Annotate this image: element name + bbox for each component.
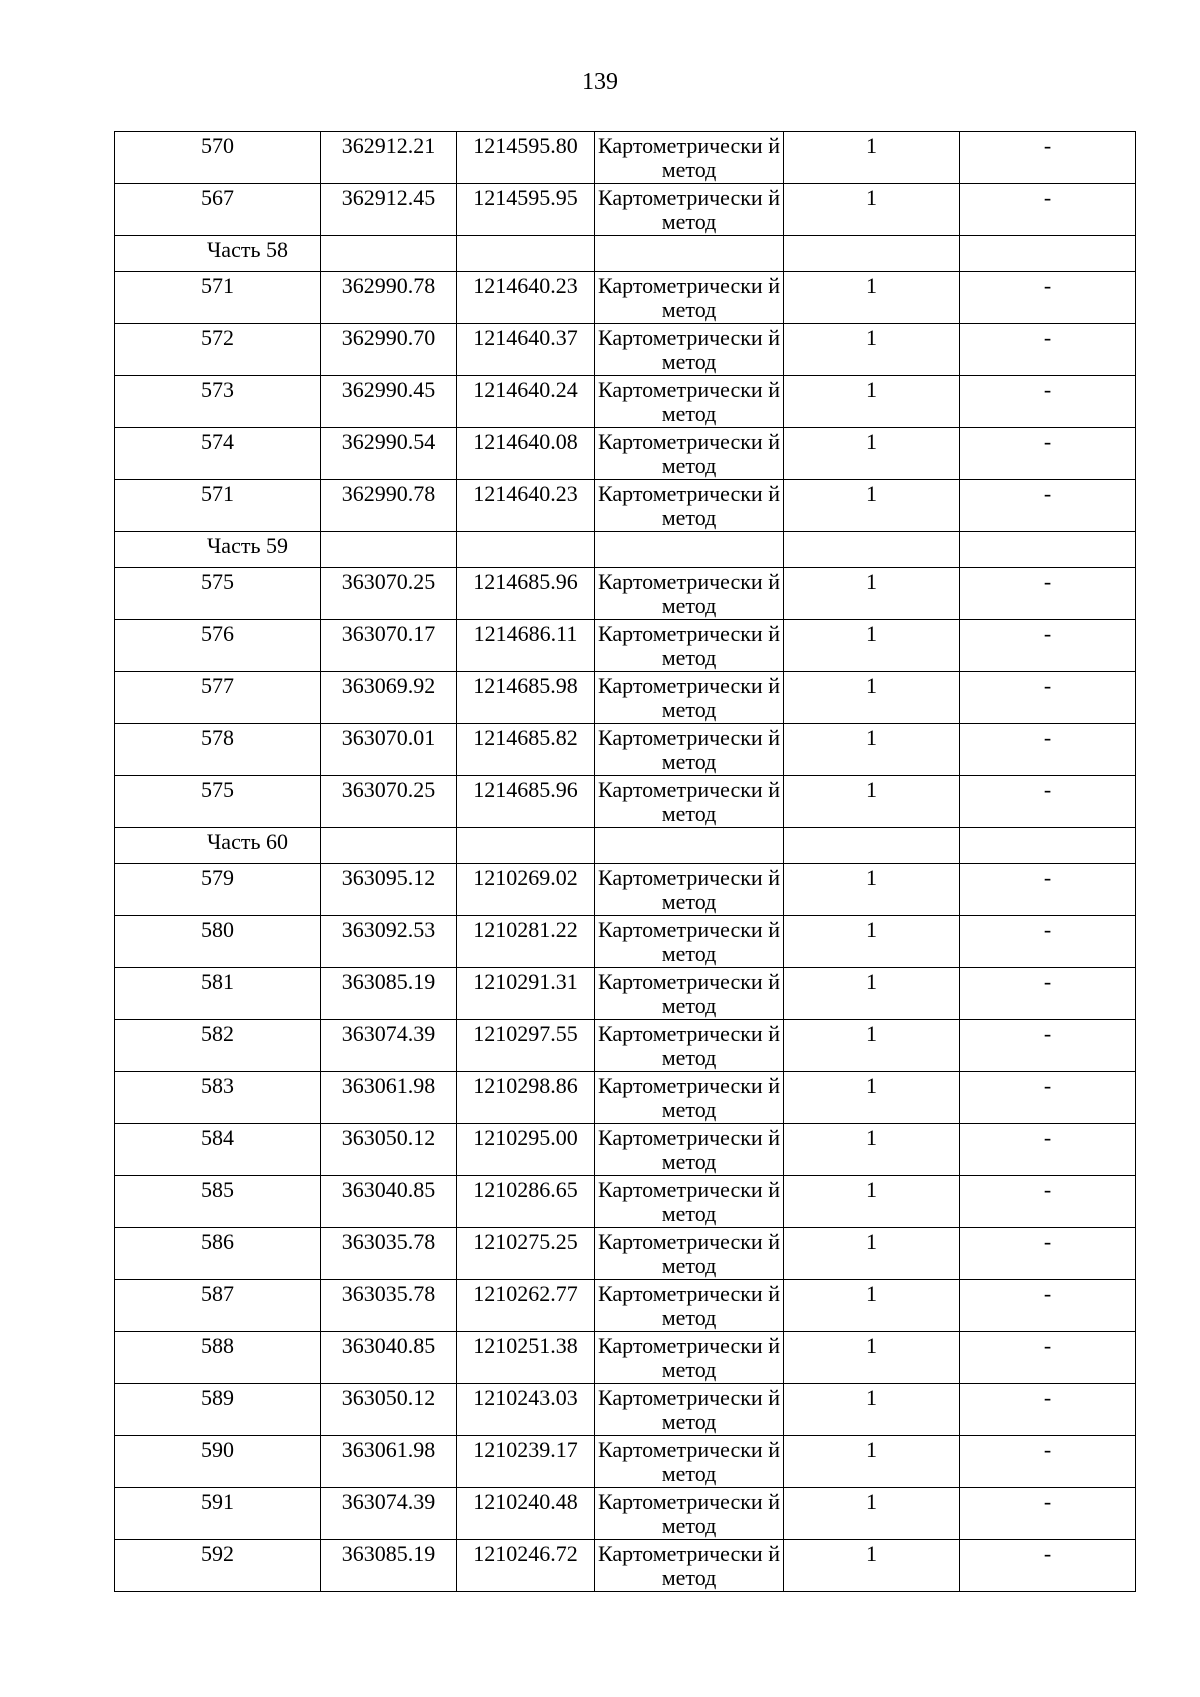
point-number-cell: 592 [115,1540,321,1592]
accuracy-cell: 1 [784,672,960,724]
y-coordinate-cell: 1210262.77 [457,1280,595,1332]
empty-cell [784,236,960,272]
part-label: Часть 59 [115,532,321,568]
y-coordinate-cell: 1210281.22 [457,916,595,968]
point-number-cell: 575 [115,568,321,620]
method-cell: Картометрически й метод [595,916,784,968]
accuracy-cell: 1 [784,272,960,324]
empty-cell [960,828,1136,864]
point-number-cell: 570 [115,132,321,184]
description-cell: - [960,568,1136,620]
method-cell: Картометрически й метод [595,724,784,776]
method-cell: Картометрически й метод [595,1488,784,1540]
x-coordinate-cell: 363040.85 [321,1176,457,1228]
x-coordinate-cell: 363035.78 [321,1280,457,1332]
description-cell: - [960,1436,1136,1488]
x-coordinate-cell: 363070.25 [321,568,457,620]
y-coordinate-cell: 1214685.96 [457,568,595,620]
accuracy-cell: 1 [784,1020,960,1072]
description-cell: - [960,1176,1136,1228]
y-coordinate-cell: 1214640.23 [457,480,595,532]
point-number-cell: 567 [115,184,321,236]
method-cell: Картометрически й метод [595,1228,784,1280]
x-coordinate-cell: 363074.39 [321,1020,457,1072]
x-coordinate-cell: 362990.70 [321,324,457,376]
method-cell: Картометрически й метод [595,864,784,916]
accuracy-cell: 1 [784,968,960,1020]
point-number-cell: 571 [115,480,321,532]
point-number-cell: 579 [115,864,321,916]
method-cell: Картометрически й метод [595,184,784,236]
table-row [115,620,1136,672]
description-cell: - [960,1228,1136,1280]
y-coordinate-cell: 1210251.38 [457,1332,595,1384]
accuracy-cell: 1 [784,480,960,532]
accuracy-cell: 1 [784,1280,960,1332]
empty-cell [457,532,595,568]
point-number-cell: 584 [115,1124,321,1176]
table-row [115,672,1136,724]
table-row [115,324,1136,376]
accuracy-cell: 1 [784,1176,960,1228]
description-cell: - [960,620,1136,672]
y-coordinate-cell: 1214685.96 [457,776,595,828]
description-cell: - [960,428,1136,480]
table-row [115,724,1136,776]
accuracy-cell: 1 [784,916,960,968]
empty-cell [784,532,960,568]
x-coordinate-cell: 363092.53 [321,916,457,968]
description-cell: - [960,1020,1136,1072]
description-cell: - [960,1488,1136,1540]
part-header-row [115,828,1136,864]
part-label: Часть 60 [115,828,321,864]
point-number-cell: 582 [115,1020,321,1072]
x-coordinate-cell: 363050.12 [321,1384,457,1436]
description-cell: - [960,480,1136,532]
empty-cell [595,532,784,568]
empty-cell [321,532,457,568]
x-coordinate-cell: 363061.98 [321,1436,457,1488]
accuracy-cell: 1 [784,1072,960,1124]
table-row [115,1020,1136,1072]
y-coordinate-cell: 1214640.24 [457,376,595,428]
empty-cell [595,828,784,864]
description-cell: - [960,1072,1136,1124]
y-coordinate-cell: 1210298.86 [457,1072,595,1124]
method-cell: Картометрически й метод [595,1176,784,1228]
table-row [115,568,1136,620]
point-number-cell: 583 [115,1072,321,1124]
point-number-cell: 588 [115,1332,321,1384]
accuracy-cell: 1 [784,1436,960,1488]
accuracy-cell: 1 [784,724,960,776]
accuracy-cell: 1 [784,132,960,184]
empty-cell [321,236,457,272]
description-cell: - [960,184,1136,236]
x-coordinate-cell: 363061.98 [321,1072,457,1124]
point-number-cell: 578 [115,724,321,776]
x-coordinate-cell: 363085.19 [321,968,457,1020]
table-row [115,184,1136,236]
description-cell: - [960,132,1136,184]
method-cell: Картометрически й метод [595,968,784,1020]
point-number-cell: 573 [115,376,321,428]
description-cell: - [960,324,1136,376]
y-coordinate-cell: 1214685.82 [457,724,595,776]
method-cell: Картометрически й метод [595,1384,784,1436]
table-row [115,968,1136,1020]
y-coordinate-cell: 1210295.00 [457,1124,595,1176]
method-cell: Картометрически й метод [595,620,784,672]
x-coordinate-cell: 363085.19 [321,1540,457,1592]
accuracy-cell: 1 [784,428,960,480]
method-cell: Картометрически й метод [595,1280,784,1332]
y-coordinate-cell: 1214686.11 [457,620,595,672]
table-row [115,1436,1136,1488]
point-number-cell: 577 [115,672,321,724]
table-row [115,1488,1136,1540]
table-row [115,916,1136,968]
table-row [115,1228,1136,1280]
point-number-cell: 586 [115,1228,321,1280]
accuracy-cell: 1 [784,1384,960,1436]
y-coordinate-cell: 1210269.02 [457,864,595,916]
point-number-cell: 589 [115,1384,321,1436]
accuracy-cell: 1 [784,1488,960,1540]
table-row [115,1280,1136,1332]
empty-cell [595,236,784,272]
x-coordinate-cell: 362912.21 [321,132,457,184]
table-row [115,272,1136,324]
table-row [115,480,1136,532]
point-number-cell: 571 [115,272,321,324]
y-coordinate-cell: 1214640.08 [457,428,595,480]
empty-cell [960,532,1136,568]
method-cell: Картометрически й метод [595,1072,784,1124]
empty-cell [784,828,960,864]
accuracy-cell: 1 [784,620,960,672]
point-number-cell: 575 [115,776,321,828]
table-row [115,1072,1136,1124]
point-number-cell: 581 [115,968,321,1020]
x-coordinate-cell: 362912.45 [321,184,457,236]
description-cell: - [960,776,1136,828]
y-coordinate-cell: 1210291.31 [457,968,595,1020]
x-coordinate-cell: 362990.45 [321,376,457,428]
part-header-row [115,532,1136,568]
table-row [115,1540,1136,1592]
accuracy-cell: 1 [784,776,960,828]
point-number-cell: 591 [115,1488,321,1540]
table-row [115,428,1136,480]
empty-cell [960,236,1136,272]
x-coordinate-cell: 363070.17 [321,620,457,672]
table-row [115,376,1136,428]
method-cell: Картометрически й метод [595,480,784,532]
coordinates-table [114,131,1136,1592]
x-coordinate-cell: 363074.39 [321,1488,457,1540]
y-coordinate-cell: 1214595.95 [457,184,595,236]
part-label: Часть 58 [115,236,321,272]
method-cell: Картометрически й метод [595,272,784,324]
description-cell: - [960,1540,1136,1592]
point-number-cell: 574 [115,428,321,480]
x-coordinate-cell: 363070.25 [321,776,457,828]
method-cell: Картометрически й метод [595,1124,784,1176]
x-coordinate-cell: 362990.78 [321,272,457,324]
table-row [115,1332,1136,1384]
accuracy-cell: 1 [784,376,960,428]
description-cell: - [960,672,1136,724]
description-cell: - [960,1332,1136,1384]
accuracy-cell: 1 [784,324,960,376]
point-number-cell: 585 [115,1176,321,1228]
y-coordinate-cell: 1210275.25 [457,1228,595,1280]
description-cell: - [960,916,1136,968]
method-cell: Картометрически й метод [595,776,784,828]
empty-cell [457,236,595,272]
description-cell: - [960,1384,1136,1436]
x-coordinate-cell: 363035.78 [321,1228,457,1280]
method-cell: Картометрически й метод [595,324,784,376]
description-cell: - [960,724,1136,776]
table-row [115,776,1136,828]
table-row [115,1124,1136,1176]
method-cell: Картометрически й метод [595,132,784,184]
part-header-row [115,236,1136,272]
y-coordinate-cell: 1210286.65 [457,1176,595,1228]
y-coordinate-cell: 1214685.98 [457,672,595,724]
y-coordinate-cell: 1214640.37 [457,324,595,376]
description-cell: - [960,376,1136,428]
point-number-cell: 576 [115,620,321,672]
point-number-cell: 587 [115,1280,321,1332]
method-cell: Картометрически й метод [595,672,784,724]
y-coordinate-cell: 1210297.55 [457,1020,595,1072]
method-cell: Картометрически й метод [595,1332,784,1384]
method-cell: Картометрически й метод [595,1540,784,1592]
description-cell: - [960,864,1136,916]
accuracy-cell: 1 [784,1332,960,1384]
accuracy-cell: 1 [784,864,960,916]
y-coordinate-cell: 1210246.72 [457,1540,595,1592]
x-coordinate-cell: 363069.92 [321,672,457,724]
y-coordinate-cell: 1210243.03 [457,1384,595,1436]
y-coordinate-cell: 1214595.80 [457,132,595,184]
table-row [115,132,1136,184]
page-number: 139 [582,69,618,95]
description-cell: - [960,968,1136,1020]
empty-cell [457,828,595,864]
accuracy-cell: 1 [784,568,960,620]
method-cell: Картометрически й метод [595,376,784,428]
accuracy-cell: 1 [784,184,960,236]
x-coordinate-cell: 363050.12 [321,1124,457,1176]
description-cell: - [960,1280,1136,1332]
coordinates-table-body [115,132,1136,1592]
method-cell: Картометрически й метод [595,428,784,480]
accuracy-cell: 1 [784,1540,960,1592]
table-row [115,864,1136,916]
method-cell: Картометрически й метод [595,1020,784,1072]
table-row [115,1176,1136,1228]
point-number-cell: 580 [115,916,321,968]
x-coordinate-cell: 363095.12 [321,864,457,916]
empty-cell [321,828,457,864]
y-coordinate-cell: 1214640.23 [457,272,595,324]
point-number-cell: 590 [115,1436,321,1488]
y-coordinate-cell: 1210240.48 [457,1488,595,1540]
accuracy-cell: 1 [784,1228,960,1280]
point-number-cell: 572 [115,324,321,376]
x-coordinate-cell: 362990.78 [321,480,457,532]
description-cell: - [960,1124,1136,1176]
x-coordinate-cell: 363040.85 [321,1332,457,1384]
method-cell: Картометрически й метод [595,568,784,620]
method-cell: Картометрически й метод [595,1436,784,1488]
accuracy-cell: 1 [784,1124,960,1176]
table-row [115,1384,1136,1436]
description-cell: - [960,272,1136,324]
y-coordinate-cell: 1210239.17 [457,1436,595,1488]
x-coordinate-cell: 362990.54 [321,428,457,480]
x-coordinate-cell: 363070.01 [321,724,457,776]
